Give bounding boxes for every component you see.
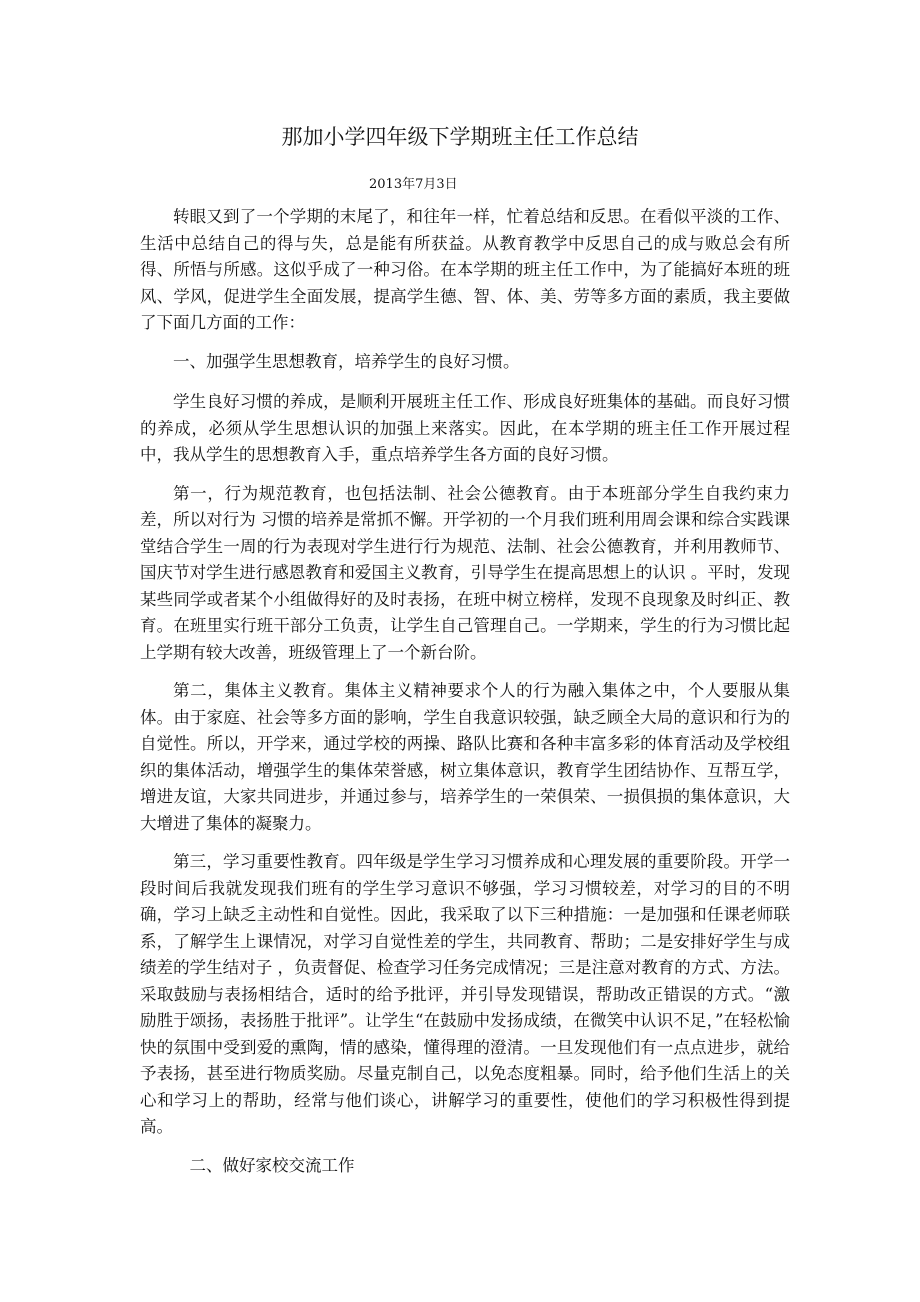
intro-paragraph: 转眼又到了一个学期的末尾了，和往年一样，忙着总结和反思。在看似平淡的工作、生活中总结自己的得与失，总是能有所获益。从教育教学中反思自己的成与败总会有所得、所悟与所感。这似乎成了一种习俗。在本学期的班主任工作中，为了能搞好本班的班风、学风，促进学生全面发展，提高学生德、智、体、美、劳等多方面的素质，我主要做了下面几方面的工作：: [140, 207, 790, 332]
document-body: [140, 204, 790, 1191]
document-date: 2013年7月3日: [369, 177, 458, 192]
body-paragraph: 第三，学习重要性教育。四年级是学生学习习惯养成和心理发展的重要阶段。开学一段时间后我就发现我们班有的学生学习意识不够强，学习习惯较差，对学习的目的不明确，学习上缺乏主动性和自觉性。因此，我采取了以下三种措施：一是加强和任课老师联系，了解学生上课情况，对学习自觉性差的学生，共同教育、帮助；二是安排好学生与成绩差的学生结对子 ，负责督促、检查学习任务完成情况；三是注意对教育的方式、方法。采取鼓励与表扬相结合，适时的给予批评，并引导发现错误，帮助改正错误的方式。“激励胜于颂扬，表扬胜于批评”。让学生“在鼓励中发扬成绩，在微笑中认识不足，”在轻松愉快的氛围中受到爱的熏陶，情的感染，懂得理的澄清。一旦发现他们有一点点进步，就给予表扬，甚至进行物质奖励。尽量克制自己，以免态度粗暴。同时，给予他们生活上的关心和学习上的帮助，经常与他们谈心，讲解学习的重要性，使他们的学习积极性得到提高。: [140, 852, 790, 1136]
body-paragraph: 学生良好习惯的养成，是顺利开展班主任工作、形成良好班集体的基础。而良好习惯的养成，必须从学生思想认识的加强上来落实。因此，在本学期的班主任工作开展过程中，我从学生的思想教育入手，重点培养学生各方面的良好习惯。: [140, 392, 790, 464]
section-heading: 二、做好家校交流工作: [189, 1155, 355, 1175]
body-paragraph: 第二，集体主义教育。集体主义精神要求个人的行为融入集体之中，个人要服从集体。由于家庭、社会等多方面的影响，学生自我意识较强，缺乏顾全大局的意识和行为的自觉性。所以，开学来，通过学校的两操、路队比赛和各种丰富多彩的体育活动及学校组织的集体活动，增强学生的集体荣誉感，树立集体意识，教育学生团结协作、互帮互学，增进友谊，大家共同进步，并通过参与，培养学生的一荣俱荣、一损俱损的集体意识，大大增进了集体的凝聚力。: [140, 681, 790, 833]
section-heading: 一、加强学生思想教育，培养学生的良好习惯。: [173, 351, 520, 371]
document-title: 那加小学四年级下学期班主任工作总结: [281, 125, 639, 149]
body-paragraph: 第一，行为规范教育，也包括法制、社会公德教育。由于本班部分学生自我约束力差，所以对行为 习惯的培养是常抓不懈。开学初的一个月我们班利用周会课和综合实践课堂结合学生一周的行为表现对学生进行行为规范、法制、社会公德教育，并利用教师节、国庆节对学生进行感恩教育和爱国主义教育，引导学生在提高思想上的认识 。平时，发现某些同学或者某个小组做得好的及时表扬，在班中树立榜样，发现不良现象及时纠正、教育。在班里实行班干部分工负责，让学生自己管理自己。一学期来，学生的行为习惯比起上学期有较大改善，班级管理上了一个新台阶。: [140, 483, 790, 662]
